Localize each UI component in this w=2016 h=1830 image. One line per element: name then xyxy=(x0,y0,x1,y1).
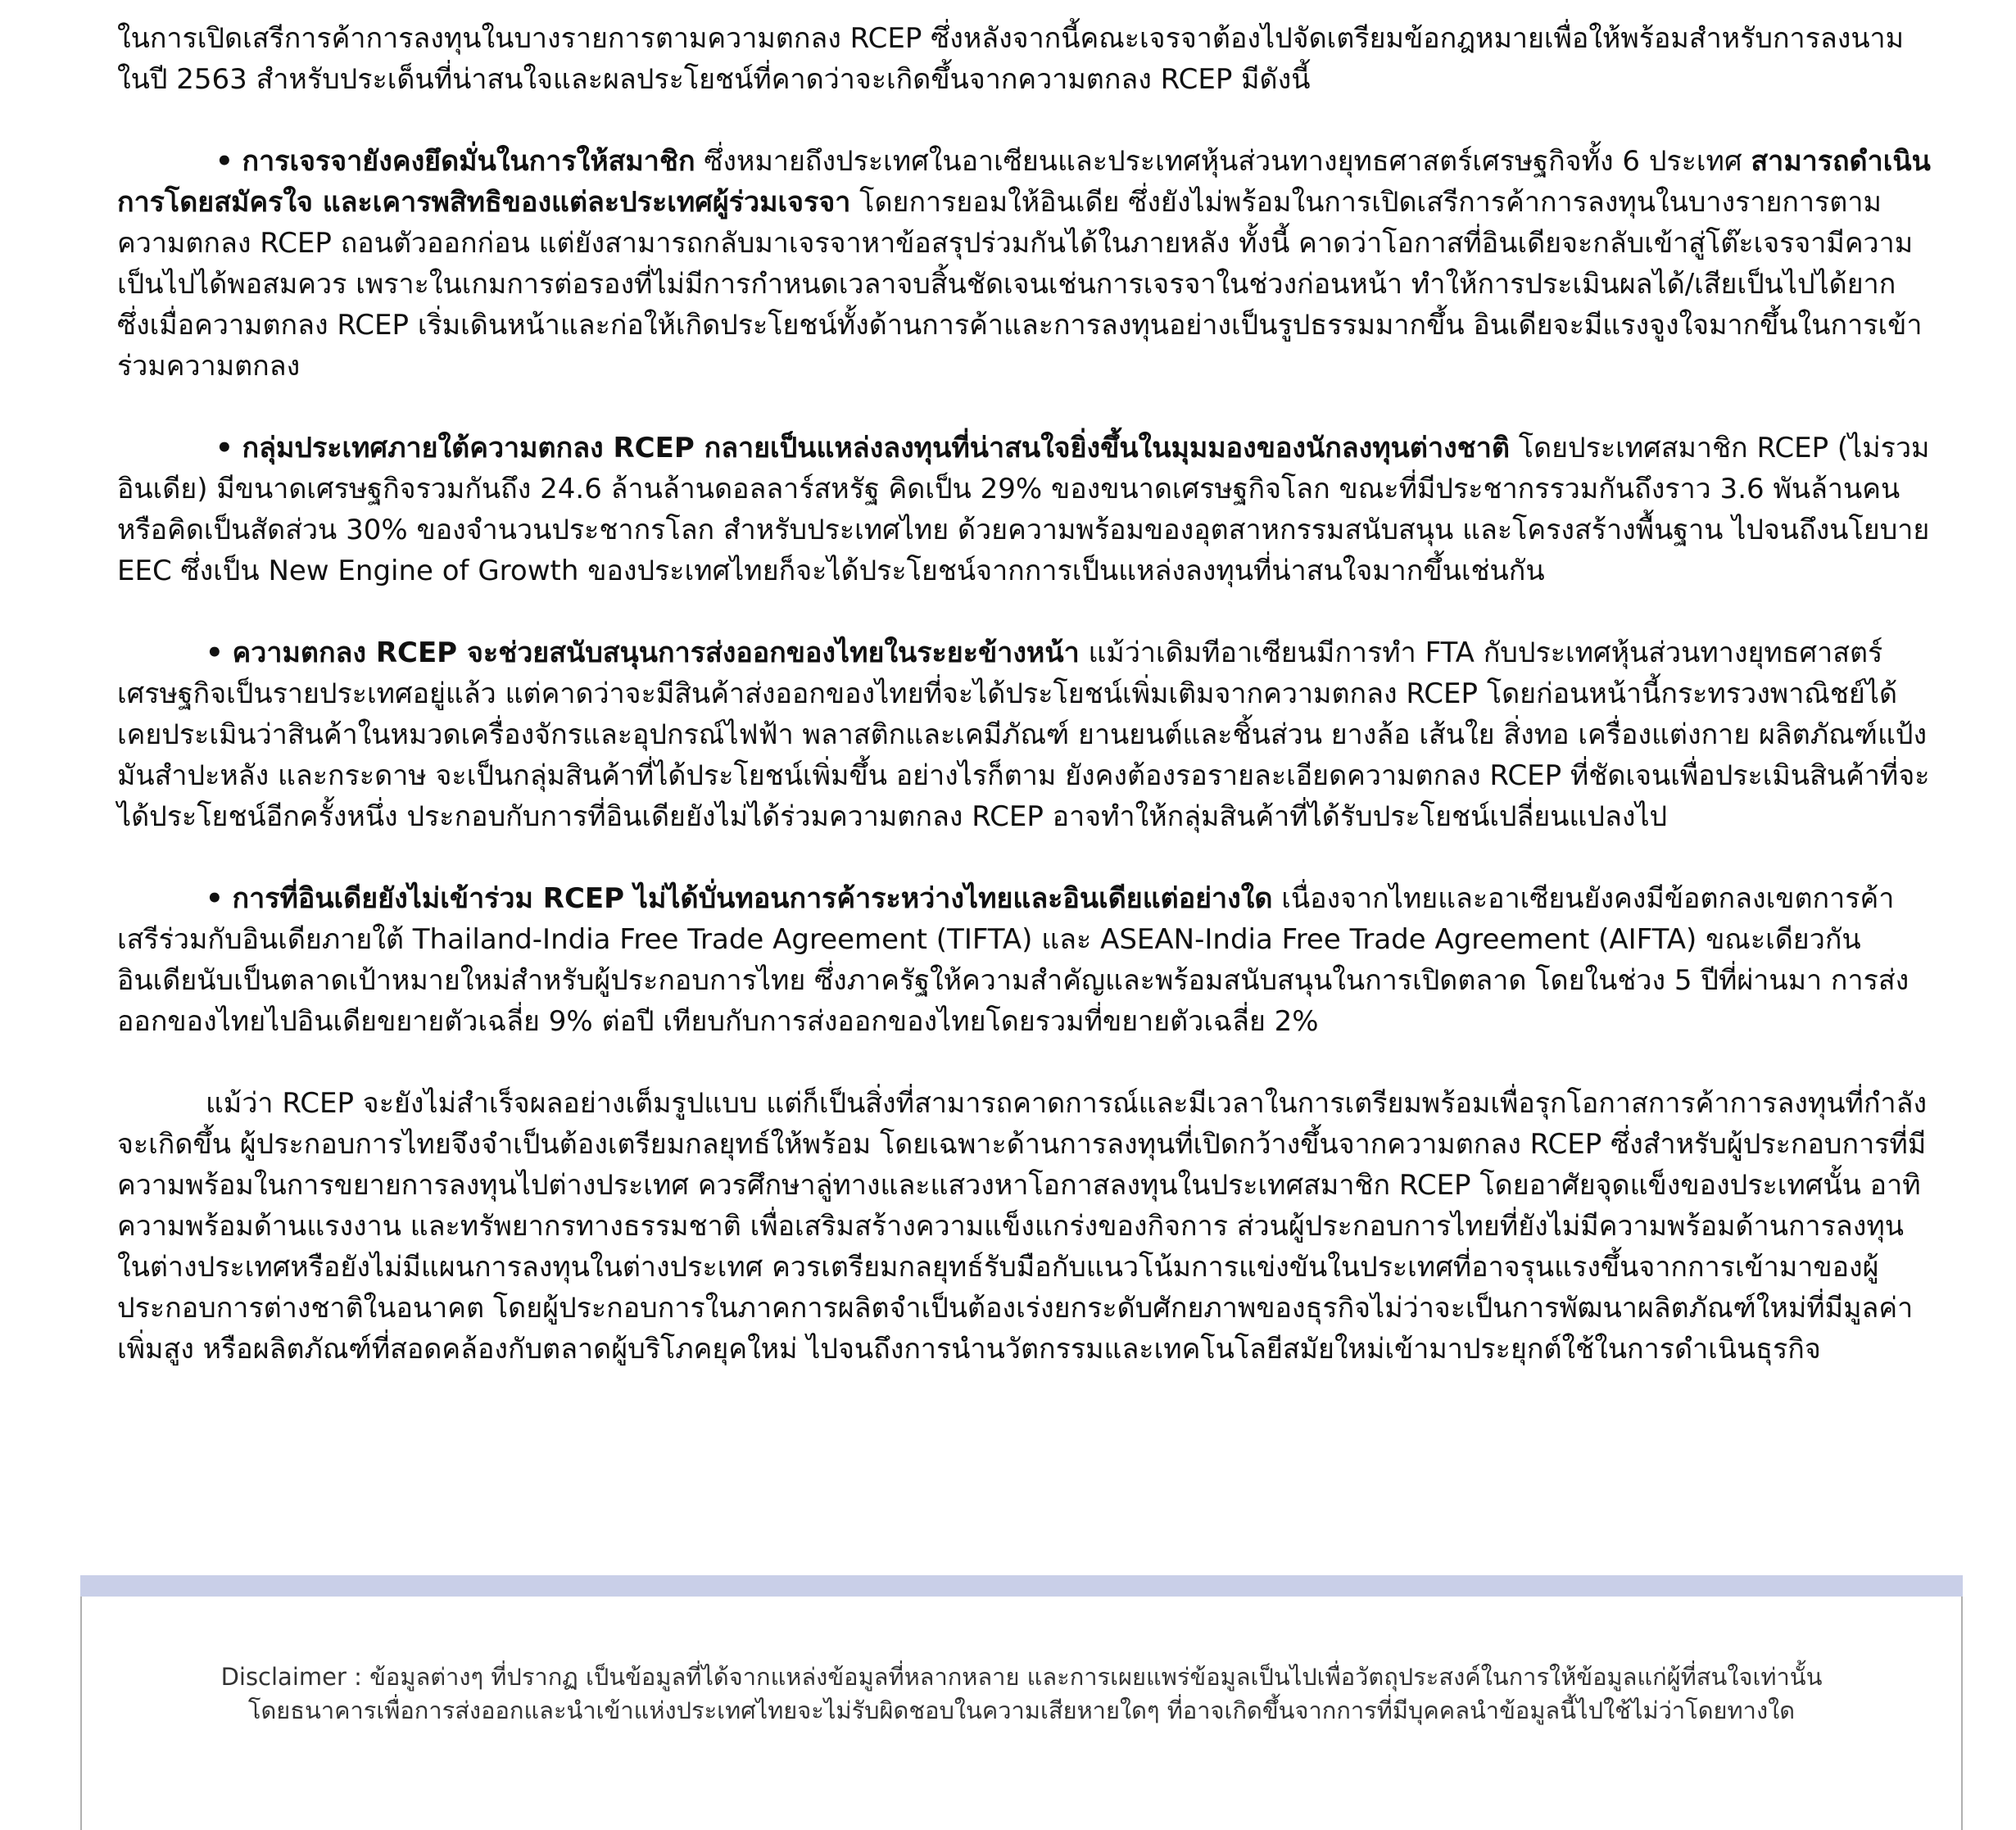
closing-paragraph xyxy=(117,1083,1932,1370)
closing-text: แม้ว่า RCEP จะยังไม่สำเร็จผลอย่างเต็มรูปแบบ แต่ก็เป็นสิ่งที่สามารถคาดการณ์และมีเวลาในการเตรียมพร้อมเพื่อรุกโอกาสการค้าการลงทุนที่กำลังจะเกิดขึ้น ผู้ประกอบการไทยจึงจำเป็นต้องเตรียมกลยุทธ์ให้พร้อม โดยเฉพาะด้านการลงทุนที่เปิดกว้างขึ้นจากความตกลง RCEP ซึ่งสำหรับผู้ประกอบการที่มีความพร้อมในการขยายการลงทุนไปต่างประเทศ ควรศึกษาลู่ทางและแสวงหาโอกาสลงทุนในประเทศสมาชิก RCEP โดยอาศัยจุดแข็งของประเทศนั้น อาทิ ความพร้อมด้านแรงงาน และทรัพยากรทางธรรมชาติ เพื่อเสริมสร้างความแข็งแกร่งของกิจการ ส่วนผู้ประกอบการไทยที่ยังไม่มีความพร้อมด้านการลงทุนในต่างประเทศหรือยังไม่มีแผนการลงทุนในต่างประเทศ ควรเตรียมกลยุทธ์รับมือกับแนวโน้มการแข่งขันในประเทศที่อาจรุนแรงขึ้นจากการเข้ามาของผู้ประกอบการต่างชาติในอนาคต โดยผู้ประกอบการในภาคการผลิตจำเป็นต้องเร่งยกระดับศักยภาพของธุรกิจไม่ว่าจะเป็นการพัฒนาผลิตภัณฑ์ใหม่ที่มีมูลค่าเพิ่มสูง หรือผลิตภัณฑ์ที่สอดคล้องกับตลาดผู้บริโภคยุคใหม่ ไปจนถึงการนำนวัตกรรมและเทคโนโลยีสมัยใหม่เข้ามาประยุกต์ใช้ในการดำเนินธุรกิจ xyxy=(117,1087,1928,1366)
bullet-heading: กลุ่มประเทศภายใต้ความตกลง RCEP กลายเป็นแหล่งลงทุนที่น่าสนใจยิ่งขึ้นในมุมมองของนักลงทุนต่างชาติ xyxy=(242,432,1510,464)
bullet-text: เนื่องจากไทยและอาเซียนยังคงมีข้อตกลงเขตการค้าเสรีร่วมกับอินเดียภายใต้ Thailand-India Free Trade Agreement (TIFTA) และ ASEAN-India Free Trade Agreement (AIFTA) ขณะเดียวกันอินเดียนับเป็นตลาดเป้าหมายใหม่สำหรับผู้ประกอบการไทย ซึ่งภาครัฐให้ความสำคัญและพร้อมสนับสนุนในการเปิดตลาด โดยในช่วง 5 ปีที่ผ่านมา การส่งออกของไทยไปอินเดียขยายตัวเฉลี่ย 9% ต่อปี เทียบกับการส่งออกของไทยโดยรวมที่ขยายตัวเฉลี่ย 2% xyxy=(117,882,1910,1038)
bullet-marker: • xyxy=(206,882,224,915)
footer-divider-band xyxy=(80,1575,1963,1597)
bullet-text: ซึ่งหมายถึงประเทศในอาเซียนและประเทศหุ้นส่วนทางยุทธศาสตร์เศรษฐกิจทั้ง 6 ประเทศ xyxy=(695,145,1751,178)
bullet-paragraph-1 xyxy=(117,141,1932,387)
disclaimer-line-2: โดยธนาคารเพื่อการส่งออกและนำเข้าแห่งประเทศไทยจะไม่รับผิดชอบในความเสียหายใดๆ ที่อาจเกิดขึ้นจากการที่มีบุคคลนำข้อมูลนี้ไปใช้ไม่ว่าโดยทางใด xyxy=(247,1696,1796,1724)
bullet-marker: • xyxy=(215,432,233,464)
bullet-emphasis: สามารถดำเนินการโดยสมัครใจ และเคารพสิทธิของแต่ละประเทศผู้ร่วมเจรจา xyxy=(117,145,1931,219)
bullet-paragraph-3 xyxy=(117,632,1932,837)
bullet-text-continued: โดยการยอมให้อินเดีย ซึ่งยังไม่พร้อมในการเปิดเสรีการค้าการลงทุนในบางรายการตามความตกลง RCEP ถอนตัวออกก่อน แต่ยังสามารถกลับมาเจรจาหาข้อสรุปร่วมกันได้ในภายหลัง ทั้งนี้ คาดว่าโอกาสที่อินเดียจะกลับเข้าสู่โต๊ะเจรจามีความเป็นไปได้พอสมควร เพราะในเกมการต่อรองที่ไม่มีการกำหนดเวลาจบสิ้นชัดเจนเช่นการเจรจาในช่วงก่อนหน้า ทำให้การประเมินผลได้/เสียเป็นไปได้ยาก ซึ่งเมื่อความตกลง RCEP เริ่มเดินหน้าและก่อให้เกิดประโยชน์ทั้งด้านการค้าและการลงทุนอย่างเป็นรูปธรรมมากขึ้น อินเดียจะมีแรงจูงใจมากขึ้นในการเข้าร่วมความตกลง xyxy=(117,186,1923,383)
bullet-paragraph-2 xyxy=(117,428,1932,591)
bullet-text: โดยประเทศสมาชิก RCEP (ไม่รวมอินเดีย) มีขนาดเศรษฐกิจรวมกันถึง 24.6 ล้านล้านดอลลาร์สหรัฐ คิดเป็น 29% ของขนาดเศรษฐกิจโลก ขณะที่มีประชากรรวมกันถึงราว 3.6 พันล้านคน หรือคิดเป็นสัดส่วน 30% ของจำนวนประชากรโลก สำหรับประเทศไทย ด้วยความพร้อมของอุตสาหกรรมสนับสนุน และโครงสร้างพื้นฐาน ไปจนถึงนโยบาย EEC ซึ่งเป็น New Engine of Growth ของประเทศไทยก็จะได้ประโยชน์จากการเป็นแหล่งลงทุนที่น่าสนใจมากขึ้นเช่นกัน xyxy=(117,432,1930,587)
disclaimer xyxy=(80,1660,1963,1728)
disclaimer-line-1: Disclaimer : ข้อมูลต่างๆ ที่ปรากฏ เป็นข้อมูลที่ได้จากแหล่งข้อมูลที่หลากหลาย และการเผยแพร่ข้อมูลเป็นไปเพื่อวัตถุประสงค์ในการให้ข้อมูลแก่ผู้ที่สนใจเท่านั้น xyxy=(220,1663,1823,1691)
bullet-marker: • xyxy=(206,636,224,669)
bullet-heading: การเจรจายังคงยึดมั่นในการให้สมาชิก xyxy=(242,145,695,178)
intro-paragraph: ในการเปิดเสรีการค้าการลงทุนในบางรายการตามความตกลง RCEP ซึ่งหลังจากนี้คณะเจรจาต้องไปจัดเตรียมข้อกฎหมายเพื่อให้พร้อมสำหรับการลงนามในปี 2563 สำหรับประเด็นที่น่าสนใจและผลประโยชน์ที่คาดว่าจะเกิดขึ้นจากความตกลง RCEP มีดังนี้ xyxy=(117,22,1905,96)
bullet-heading: การที่อินเดียยังไม่เข้าร่วม RCEP ไม่ได้บั่นทอนการค้าระหว่างไทยและอินเดียแต่อย่างใด xyxy=(232,882,1273,915)
bullet-heading: ความตกลง RCEP จะช่วยสนับสนุนการส่งออกของไทยในระยะข้างหน้า xyxy=(232,636,1080,669)
bullet-paragraph-4 xyxy=(117,878,1932,1042)
bullet-text: แม้ว่าเดิมทีอาเซียนมีการทำ FTA กับประเทศหุ้นส่วนทางยุทธศาสตร์เศรษฐกิจเป็นรายประเทศอยู่แล้ว แต่คาดว่าจะมีสินค้าส่งออกของไทยที่จะได้ประโยชน์เพิ่มเติมจากความตกลง RCEP โดยก่อนหน้านี้กระทรวงพาณิชย์ได้เคยประเมินว่าสินค้าในหมวดเครื่องจักรและอุปกรณ์ไฟฟ้า พลาสติกและเคมีภัณฑ์ ยานยนต์และชิ้นส่วน ยางล้อ เส้นใย สิ่งทอ เครื่องแต่งกาย ผลิตภัณฑ์แป้งมันสำปะหลัง และกระดาษ จะเป็นกลุ่มสินค้าที่ได้ประโยชน์เพิ่มขึ้น อย่างไรก็ตาม ยังคงต้องรอรายละเอียดความตกลง RCEP ที่ชัดเจนเพื่อประเมินสินค้าที่จะได้ประโยชน์อีกครั้งหนึ่ง ประกอบกับการที่อินเดียยังไม่ได้ร่วมความตกลง RCEP อาจทำให้กลุ่มสินค้าที่ได้รับประโยชน์เปลี่ยนแปลงไป xyxy=(117,636,1930,833)
bullet-marker: • xyxy=(215,145,233,178)
article-body xyxy=(117,18,1932,1370)
